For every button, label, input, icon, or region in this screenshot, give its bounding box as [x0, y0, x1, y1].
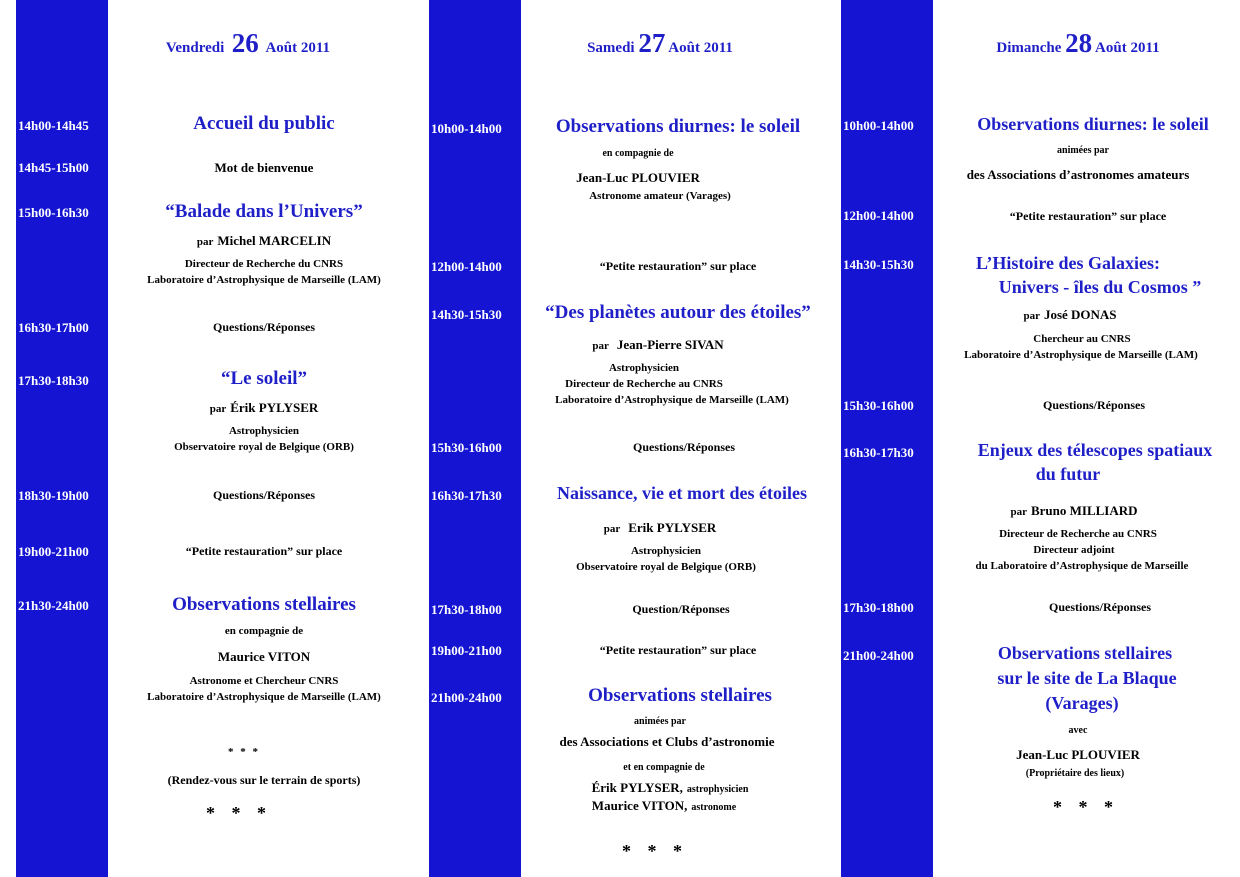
time-slot: 16h30-17h30 — [431, 488, 502, 503]
event-title: Observations stellaires — [172, 594, 356, 615]
affiliation: Laboratoire d’Astrophysique de Marseille (LAM) — [964, 349, 1198, 361]
affiliation: Observatoire royal de Belgique (ORB) — [174, 441, 354, 453]
par-label: par — [209, 403, 227, 415]
time-slot: 21h30-24h00 — [18, 598, 89, 613]
speaker-line — [920, 306, 1220, 324]
time-slot: 15h30-16h00 — [431, 440, 502, 455]
time-slot: 16h30-17h30 — [843, 445, 914, 460]
speaker-line — [510, 519, 810, 537]
speaker-name: Maurice VITON, — [591, 798, 688, 813]
affiliation: Laboratoire d’Astrophysique de Marseille (LAM) — [147, 274, 381, 286]
speaker-line — [114, 232, 414, 250]
event-title: Observations diurnes: le soleil — [555, 116, 801, 137]
time-slot: 10h00-14h00 — [431, 121, 502, 136]
time-slot: 21h00-24h00 — [843, 648, 914, 663]
speaker-name: Jean-Luc PLOUVIER — [1016, 747, 1140, 762]
day-weekday: Vendredi — [165, 40, 225, 56]
day-month: Août 2011 — [668, 40, 733, 56]
par-label: par — [603, 523, 621, 535]
event-text: (Propriétaire des lieux) — [1025, 768, 1125, 779]
event-text: Questions/Réponses — [1048, 600, 1152, 614]
event-text: “Petite restauration” sur place — [599, 259, 757, 273]
event-text: Questions/Réponses — [632, 440, 736, 454]
par-label: par — [196, 236, 214, 248]
event-text: Question/Réponses — [632, 602, 730, 616]
day-weekday: Samedi — [587, 40, 635, 56]
day-header-saturday — [520, 28, 800, 59]
affiliation: Directeur de Recherche du CNRS — [184, 258, 344, 270]
speaker-line — [520, 779, 820, 797]
time-slot: 12h00-14h00 — [843, 208, 914, 223]
affiliation: Observatoire royal de Belgique (ORB) — [576, 561, 756, 573]
speaker-line — [514, 797, 814, 815]
affiliation: Astronome et Chercheur CNRS — [189, 675, 339, 687]
event-title: Naissance, vie et mort des étoiles — [557, 483, 807, 503]
time-slot: 15h30-16h00 — [843, 398, 914, 413]
speaker-name: José DONAS — [1043, 307, 1117, 322]
event-text: en compagnie de — [224, 625, 304, 637]
event-title: du futur — [1035, 464, 1101, 484]
par-label: par — [592, 340, 609, 352]
event-title: “Le soleil” — [220, 368, 308, 389]
time-slot: 15h00-16h30 — [18, 205, 89, 220]
affiliation: Laboratoire d’Astrophysique de Marseille (LAM) — [147, 691, 381, 703]
par-label: par — [1010, 506, 1027, 518]
event-text: avec — [1068, 725, 1088, 736]
event-title: Univers - îles du Cosmos ” — [998, 277, 1202, 297]
day-weekday: Dimanche — [996, 40, 1062, 56]
speaker-name: Érik PYLYSER — [230, 400, 319, 415]
event-text: “Petite restauration” sur place — [599, 643, 757, 657]
speaker-line — [508, 336, 808, 354]
speaker-role: astronome — [691, 802, 737, 813]
event-text: en compagnie de — [602, 148, 674, 159]
event-text: des Associations et Clubs d’astronomie — [559, 734, 775, 749]
affiliation: Astronome amateur (Varages) — [589, 190, 731, 202]
event-title: “Des planètes autour des étoiles” — [545, 302, 811, 323]
time-slot: 14h00-14h45 — [18, 118, 89, 133]
time-slot: 14h30-15h30 — [431, 307, 502, 322]
time-slot: 16h30-17h00 — [18, 320, 89, 335]
affiliation: du Laboratoire d’Astrophysique de Marseille — [975, 560, 1189, 572]
day-number: 28 — [1065, 28, 1093, 58]
event-text: “Petite restauration” sur place — [185, 544, 343, 558]
separator-stars: * * * — [206, 803, 272, 823]
affiliation: Directeur de Recherche au CNRS — [565, 378, 723, 390]
speaker-name: Bruno MILLIARD — [1030, 503, 1138, 518]
speaker-name: Érik PYLYSER, — [591, 780, 683, 795]
event-title: (Varages) — [1045, 693, 1119, 713]
time-slot: 18h30-19h00 — [18, 488, 89, 503]
affiliation: Chercheur au CNRS — [1033, 333, 1131, 345]
speaker-line — [924, 502, 1224, 520]
time-slot: 21h00-24h00 — [431, 690, 502, 705]
separator-stars: * * * — [1053, 797, 1119, 817]
event-text: animées par — [634, 716, 686, 727]
event-title: Observations stellaires — [997, 643, 1173, 663]
event-text: Mot de bienvenue — [214, 160, 314, 175]
time-slot: 19h00-21h00 — [431, 643, 502, 658]
speaker-name: Michel MARCELIN — [217, 233, 332, 248]
event-title: Accueil du public — [193, 113, 335, 134]
event-title: Observations diurnes: le soleil — [977, 114, 1209, 134]
event-title: Observations stellaires — [588, 685, 772, 706]
day-header-friday — [108, 28, 388, 59]
speaker-name: Erik PYLYSER — [628, 520, 717, 535]
event-text: Questions/Réponses — [212, 320, 316, 334]
event-text: (Rendez-vous sur le terrain de sports) — [167, 773, 361, 787]
speaker-name: Jean-Luc PLOUVIER — [576, 170, 700, 185]
speaker-name: Maurice VITON — [217, 649, 311, 664]
time-slot: 17h30-18h00 — [431, 602, 502, 617]
speaker-line — [114, 399, 414, 417]
time-slot: 10h00-14h00 — [843, 118, 914, 133]
event-title: Enjeux des télescopes spatiaux — [977, 440, 1213, 460]
event-text: animées par — [1057, 145, 1109, 156]
time-slot: 14h45-15h00 — [18, 160, 89, 175]
event-title: L’Histoire des Galaxies: — [976, 253, 1160, 273]
day-header-sunday — [938, 28, 1218, 59]
speaker-name: Jean-Pierre SIVAN — [616, 337, 724, 352]
event-text: Questions/Réponses — [212, 488, 316, 502]
day-month: Août 2011 — [265, 40, 331, 56]
event-text: Questions/Réponses — [1042, 398, 1146, 412]
day-number: 27 — [638, 28, 666, 58]
time-slot: 14h30-15h30 — [843, 257, 914, 272]
event-title: “Balade dans l’Univers” — [165, 201, 363, 222]
affiliation: Astrophysicien — [608, 362, 680, 374]
event-text: des Associations d’astronomes amateurs — [966, 167, 1190, 182]
time-slot: 12h00-14h00 — [431, 259, 502, 274]
speaker-role: astrophysicien — [686, 784, 749, 795]
event-text: et en compagnie de — [623, 762, 705, 773]
day-month: Août 2011 — [1095, 40, 1160, 56]
time-slot: 17h30-18h30 — [18, 373, 89, 388]
par-label: par — [1023, 310, 1040, 322]
separator-stars: * * * — [228, 746, 260, 758]
event-text: “Petite restauration” sur place — [1009, 209, 1167, 223]
day-number: 26 — [231, 28, 259, 58]
separator-stars: * * * — [622, 841, 688, 861]
affiliation: Astrophysicien — [630, 545, 702, 557]
time-slot: 19h00-21h00 — [18, 544, 89, 559]
affiliation: Astrophysicien — [228, 425, 300, 437]
event-title: sur le site de La Blaque — [997, 668, 1177, 688]
affiliation: Directeur adjoint — [1033, 544, 1115, 556]
affiliation: Directeur de Recherche au CNRS — [999, 528, 1157, 540]
affiliation: Laboratoire d’Astrophysique de Marseille (LAM) — [555, 394, 789, 406]
time-slot: 17h30-18h00 — [843, 600, 914, 615]
